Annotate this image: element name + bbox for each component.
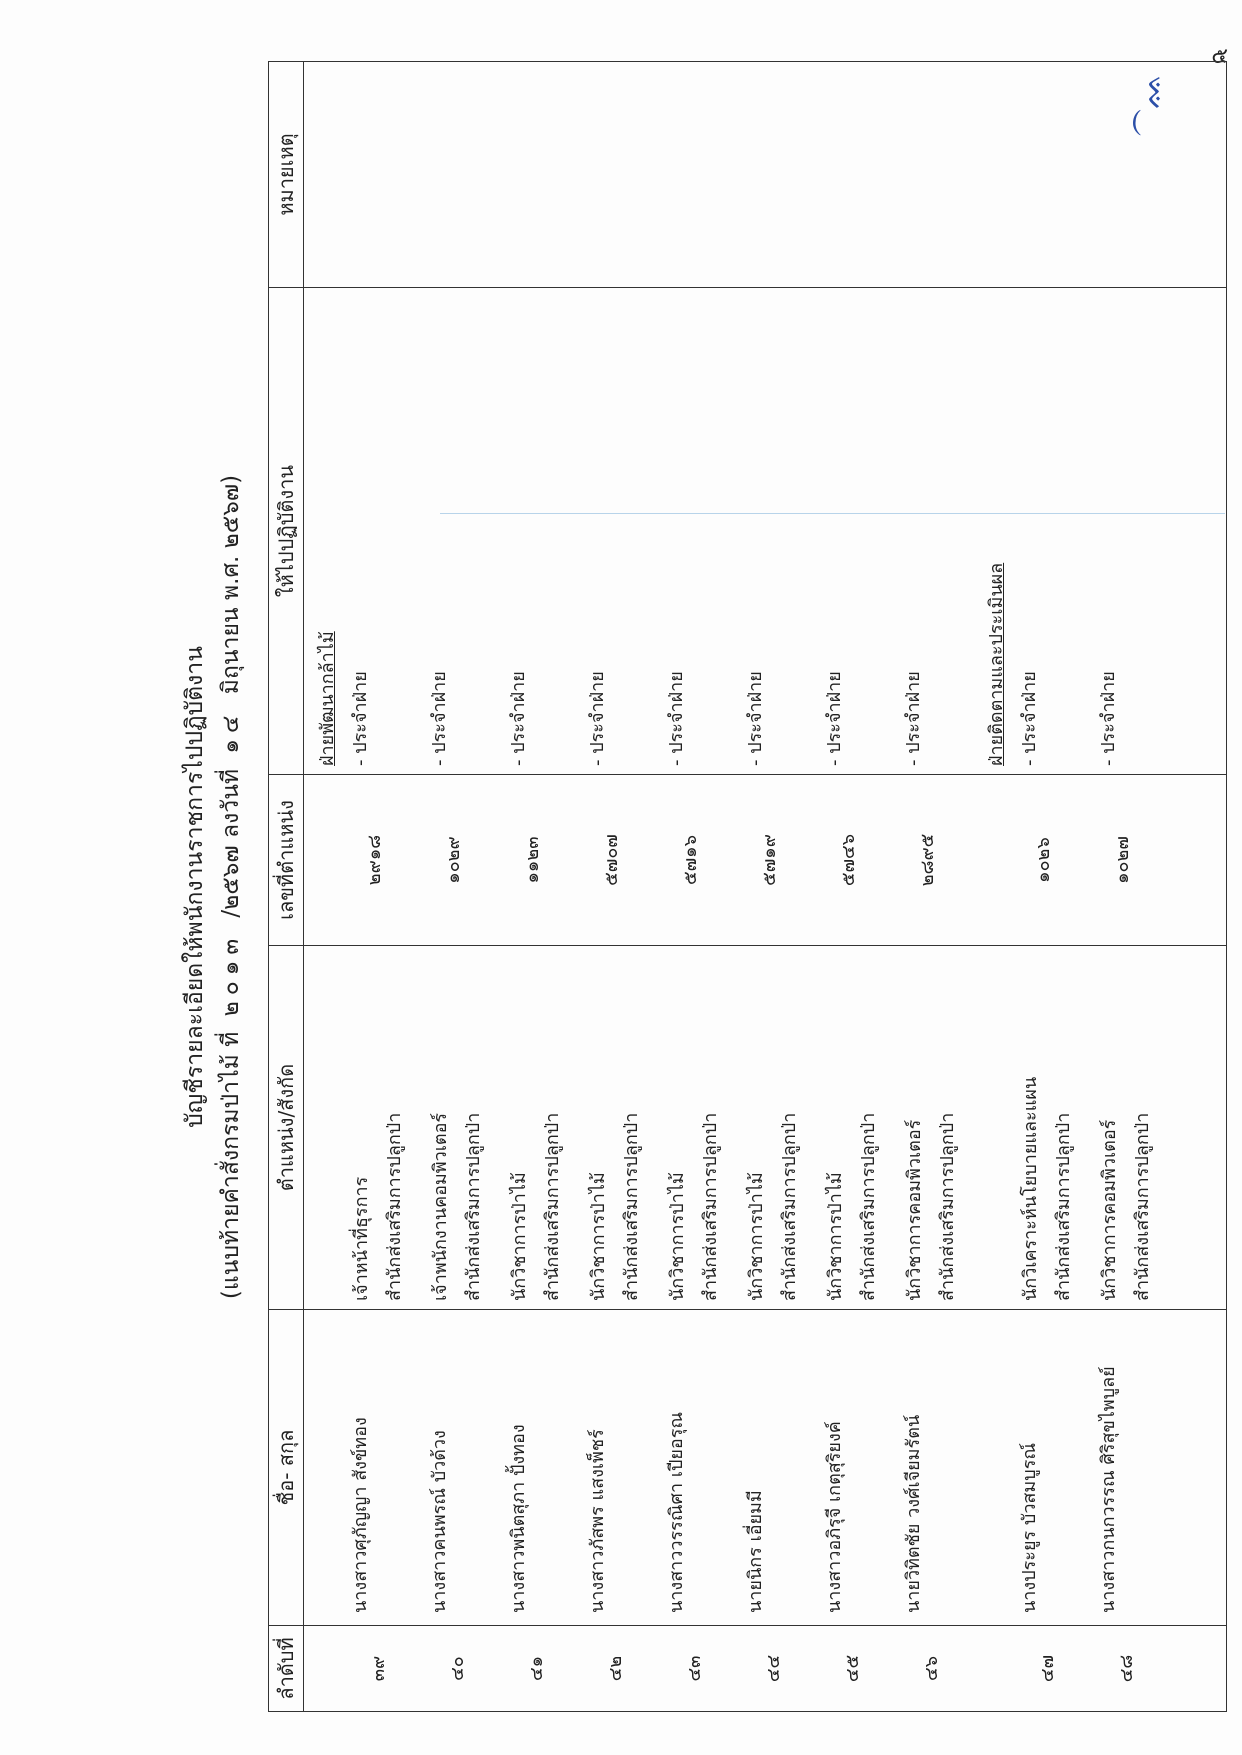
col-header-name: ชื่อ- สกุล xyxy=(269,1310,304,1626)
row-name: นางสาวคนพรณ์ บัวด้วง xyxy=(420,1310,499,1626)
position-title: นักวิชาการป่าไม้ xyxy=(509,1172,530,1301)
row-no: ๓๙ xyxy=(341,1626,420,1712)
row-assignment: - ประจำฝ่าย xyxy=(341,288,420,775)
row-position-no: ๒๙๑๘ xyxy=(341,775,420,946)
row-name: นางสาวพนิตสุภา ปั้งทอง xyxy=(499,1310,578,1626)
row-position-no: ๕๗๑๖ xyxy=(657,775,736,946)
row-remark xyxy=(578,62,657,288)
row-position xyxy=(894,946,973,1310)
position-title: เจ้าหน้าที่ธุรการ xyxy=(351,1176,372,1301)
row-position-no: ๕๗๑๙ xyxy=(736,775,815,946)
row-no: ๔๒ xyxy=(578,1626,657,1712)
row-no: ๔๗ xyxy=(1010,1626,1089,1712)
position-title: นักวิเคราะห์นโยบายและแผน xyxy=(1020,1076,1041,1301)
row-remark xyxy=(499,62,578,288)
row-position-no: ๒๘๙๕ xyxy=(894,775,973,946)
document-subtitle xyxy=(216,62,246,1712)
row-remark xyxy=(420,62,499,288)
table-row xyxy=(1089,62,1168,1712)
position-office: สำนักส่งเสริมการปลูกป่า xyxy=(1132,1112,1153,1301)
position-office: สำนักส่งเสริมการปลูกป่า xyxy=(542,1112,563,1301)
order-number: ๒๐๑๓ xyxy=(218,932,244,1017)
row-no: ๔๑ xyxy=(499,1626,578,1712)
position-office: สำนักส่งเสริมการปลูกป่า xyxy=(858,1112,879,1301)
row-no: ๔๔ xyxy=(736,1626,815,1712)
section-title: ฝ่ายพัฒนากล้าไม้ xyxy=(317,631,338,766)
row-name: นางสาวกนกวรรณ ศิริสุขไพบูลย์ xyxy=(1089,1310,1168,1626)
position-office: สำนักส่งเสริมการปลูกป่า xyxy=(1053,1112,1074,1301)
row-assignment: - ประจำฝ่าย xyxy=(1089,288,1168,775)
col-header-remark: หมายเหตุ xyxy=(269,62,304,288)
row-position xyxy=(1010,946,1089,1310)
table-row xyxy=(420,62,499,1712)
position-office: สำนักส่งเสริมการปลูกป่า xyxy=(779,1112,800,1301)
row-assignment: - ประจำฝ่าย xyxy=(657,288,736,775)
table-row xyxy=(1010,62,1089,1712)
table-header-row xyxy=(269,62,304,1712)
signature-mark: ⁀ᨐ xyxy=(1133,73,1168,137)
col-header-assignment: ให้ไปปฏิบัติงาน xyxy=(269,288,304,775)
position-office: สำนักส่งเสริมการปลูกป่า xyxy=(621,1112,642,1301)
section-title: ฝ่ายติดตามและประเมินผล xyxy=(986,562,1007,766)
rotated-page-content xyxy=(178,62,1228,1712)
row-assignment: - ประจำฝ่าย xyxy=(894,288,973,775)
position-office: สำนักส่งเสริมการปลูกป่า xyxy=(937,1112,958,1301)
position-title: นักวิชาการคอมพิวเตอร์ xyxy=(1099,1119,1120,1301)
table-row xyxy=(657,62,736,1712)
order-day: ๑๔ xyxy=(218,709,244,754)
row-remark xyxy=(894,62,973,288)
table-filler-row xyxy=(1168,62,1227,1712)
position-office: สำนักส่งเสริมการปลูกป่า xyxy=(463,1112,484,1301)
position-title: นักวิชาการป่าไม้ xyxy=(588,1172,609,1301)
section-row xyxy=(973,62,1010,1712)
row-name: นางสาวภัสพร แสงเพ็ชร์ xyxy=(578,1310,657,1626)
row-no: ๔๘ xyxy=(1089,1626,1168,1712)
row-assignment: - ประจำฝ่าย xyxy=(1010,288,1089,775)
table-row xyxy=(894,62,973,1712)
row-no: ๔๕ xyxy=(815,1626,894,1712)
row-assignment: - ประจำฝ่าย xyxy=(499,288,578,775)
position-title: เจ้าพนักงานคอมพิวเตอร์ xyxy=(430,1112,451,1301)
table-row xyxy=(578,62,657,1712)
row-position-no: ๑๐๒๗ xyxy=(1089,775,1168,946)
row-assignment: - ประจำฝ่าย xyxy=(736,288,815,775)
row-position-no: ๕๗๐๗ xyxy=(578,775,657,946)
row-no: ๔๐ xyxy=(420,1626,499,1712)
row-remark xyxy=(657,62,736,288)
row-position xyxy=(815,946,894,1310)
table-row xyxy=(341,62,420,1712)
col-header-position-no: เลขที่ตำแหน่ง xyxy=(269,775,304,946)
table-row xyxy=(815,62,894,1712)
row-name: นางสาวอภิรุจี เกตุสุริยงค์ xyxy=(815,1310,894,1626)
row-name: นางสาววรรณิศา เปียอรุณ xyxy=(657,1310,736,1626)
position-office: สำนักส่งเสริมการปลูกป่า xyxy=(384,1112,405,1301)
position-title: นักวิชาการคอมพิวเตอร์ xyxy=(904,1119,925,1301)
col-header-no: ลำดับที่ xyxy=(269,1626,304,1712)
row-name: นายวิทิตชัย วงศ์เจียมรัตน์ xyxy=(894,1310,973,1626)
row-name: นางสาวศุภัญญา สังข์ทอง xyxy=(341,1310,420,1626)
row-position xyxy=(657,946,736,1310)
document-title: บัญชีรายละเอียดให้พนักงานราชการไปปฏิบัติงาน xyxy=(182,646,208,1128)
row-remark xyxy=(736,62,815,288)
position-office: สำนักส่งเสริมการปลูกป่า xyxy=(700,1112,721,1301)
position-title: นักวิชาการป่าไม้ xyxy=(746,1172,767,1301)
row-remark xyxy=(815,62,894,288)
order-month-year: มิถุนายน พ.ศ. ๒๕๖๗) xyxy=(218,474,244,695)
section-row xyxy=(304,62,342,1712)
order-prefix: (แนบท้ายคำสั่งกรมป่าไม้ ที่ xyxy=(218,1031,244,1300)
row-assignment: - ประจำฝ่าย xyxy=(420,288,499,775)
position-title: นักวิชาการป่าไม้ xyxy=(825,1172,846,1301)
row-assignment: - ประจำฝ่าย xyxy=(815,288,894,775)
page-number: ๕ xyxy=(1211,44,1228,69)
row-assignment: - ประจำฝ่าย xyxy=(578,288,657,775)
row-name: นายนิกร เอี่ยมมี xyxy=(736,1310,815,1626)
row-remark xyxy=(341,62,420,288)
order-year: /๒๕๖๗ ลงวันที่ xyxy=(218,768,244,918)
row-position xyxy=(499,946,578,1310)
row-position xyxy=(578,946,657,1310)
position-title: นักวิชาการป่าไม้ xyxy=(667,1172,688,1301)
table-row xyxy=(499,62,578,1712)
row-position-no: ๑๑๒๓ xyxy=(499,775,578,946)
row-position xyxy=(341,946,420,1310)
col-header-position: ตำแหน่ง/สังกัด xyxy=(269,946,304,1310)
row-position-no: ๑๐๒๖ xyxy=(1010,775,1089,946)
row-name: นางประยูร บัวสมบูรณ์ xyxy=(1010,1310,1089,1626)
row-position xyxy=(1089,946,1168,1310)
row-no: ๔๖ xyxy=(894,1626,973,1712)
row-position xyxy=(420,946,499,1310)
row-remark xyxy=(1010,62,1089,288)
assignment-table xyxy=(268,61,1227,1712)
row-no: ๔๓ xyxy=(657,1626,736,1712)
row-position xyxy=(736,946,815,1310)
table-row xyxy=(736,62,815,1712)
row-position-no: ๑๐๒๙ xyxy=(420,775,499,946)
row-position-no: ๕๗๔๖ xyxy=(815,775,894,946)
